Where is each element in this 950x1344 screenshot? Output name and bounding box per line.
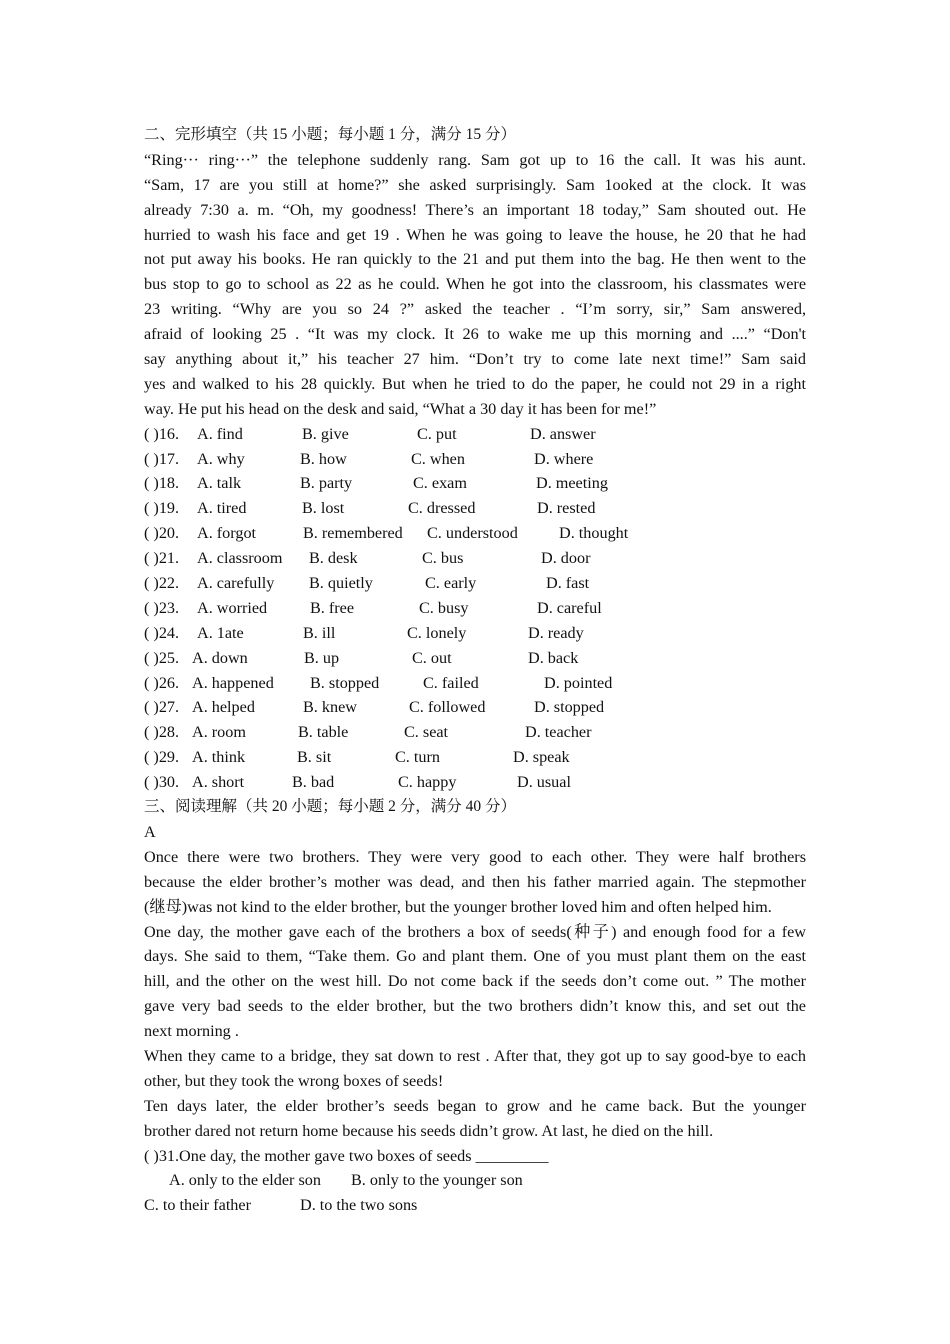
question-number: ( )25. — [144, 648, 180, 667]
question-number: ( )17. — [144, 449, 180, 468]
question-row — [144, 770, 806, 795]
option-d: D. meeting — [536, 474, 608, 493]
question-number: ( )30. — [144, 773, 180, 792]
option-c: C. lonely — [407, 623, 467, 642]
question-row — [144, 447, 806, 472]
question-options-row — [144, 1193, 806, 1218]
cloze-passage — [144, 148, 806, 422]
question-row — [144, 422, 806, 447]
passage-line: 23 writing. “Why are you so 24 ?” asked the teacher . “I’m sorry, sir,” Sam answered, — [144, 300, 806, 319]
option-b: B. sit — [297, 748, 332, 767]
question-row — [144, 621, 806, 646]
question-number: ( )16. — [144, 424, 180, 443]
option-d: D. rested — [537, 499, 596, 518]
option-c: C. out — [412, 648, 452, 667]
passage-line: One day, the mother gave each of the brothers a box of seeds(种子) and enough food for a few — [144, 922, 806, 941]
question-stem: ( )31.One day, the mother gave two boxes of seeds _________ — [144, 1146, 549, 1165]
option-a: A. forgot — [197, 524, 257, 543]
option-b: B. table — [298, 723, 349, 742]
option-d: D. stopped — [534, 698, 605, 717]
passage-line: brother dared not return home because his seeds didn’t grow. At last, he died on the hill. — [144, 1121, 714, 1140]
option-a: A. worried — [197, 598, 268, 617]
question-row — [144, 646, 806, 671]
option-b: B. knew — [303, 698, 357, 717]
option-b: B. quietly — [309, 574, 373, 593]
passage-line: say anything about it,” his teacher 27 him. “Don’t try to come late next time!” Sam said — [144, 350, 806, 369]
option-d: D. careful — [537, 598, 602, 617]
passage-line: bus stop to go to school as 22 as he could. When he got into the classroom, his classmates were — [144, 275, 806, 294]
option-a: A. only to the elder son — [169, 1171, 321, 1190]
passage-label: A — [144, 822, 156, 841]
option-a: A. why — [197, 449, 245, 468]
passage-line: already 7:30 a. m. “Oh, my goodness! There’s an important 18 today,” Sam shouted out. He — [144, 200, 806, 219]
option-b: B. free — [310, 598, 355, 617]
question-row — [144, 546, 806, 571]
passage-line: gave very bad seeds to the elder brother, but the two brothers didn’t know this, and set out the — [144, 997, 806, 1016]
passage-line: hurried to wash his face and get 19 . When he was going to leave the house, he 20 that he had — [144, 225, 806, 244]
option-c: C. busy — [419, 598, 469, 617]
option-d: D. speak — [513, 748, 570, 767]
passage-line: days. She said to them, “Take them. Go and plant them. One of you must plant them on the east — [144, 947, 806, 966]
section-heading-cloze: 二、完形填空（共 15 小题；每小题 1 分，满分 15 分） — [144, 126, 517, 143]
question-row — [144, 496, 806, 521]
option-a: A. room — [192, 723, 246, 742]
passage-line: yes and walked to his 28 quickly. But when he tried to do the paper, he could not 29 in a right — [144, 374, 806, 393]
option-b: B. remembered — [303, 524, 403, 543]
passage-line: next morning . — [144, 1022, 239, 1041]
passage-line: other, but they took the wrong boxes of seeds! — [144, 1071, 444, 1090]
question-number: ( )24. — [144, 623, 180, 642]
option-d: D. thought — [559, 524, 629, 543]
question-row — [144, 571, 806, 596]
question-number: ( )27. — [144, 698, 180, 717]
question-number: ( )19. — [144, 499, 180, 518]
option-a: A. short — [192, 773, 245, 792]
option-a: A. find — [197, 424, 243, 443]
passage-line: hill, and the other on the west hill. Do not come back if the seeds don’t come out. ” The mother — [144, 972, 806, 991]
option-c: C. failed — [423, 673, 479, 692]
option-a: A. classroom — [197, 549, 283, 568]
option-b: B. party — [300, 474, 353, 493]
question-number: ( )21. — [144, 549, 180, 568]
option-b: B. only to the younger son — [351, 1171, 523, 1190]
cloze-questions — [144, 422, 806, 795]
passage-line: afraid of looking 25 . “It was my clock. It 26 to wake me up this morning and ....” “Don't — [144, 325, 806, 344]
option-c: C. followed — [409, 698, 486, 717]
passage-line: (继母)was not kind to the elder brother, but the younger brother loved him and often helped him. — [144, 897, 772, 916]
option-d: D. door — [541, 549, 591, 568]
option-d: D. fast — [546, 574, 590, 593]
option-d: D. back — [528, 648, 579, 667]
option-b: B. lost — [302, 499, 345, 518]
passage-line: way. He put his head on the desk and said, “What a 30 day it has been for me!” — [144, 399, 657, 418]
question-number: ( )22. — [144, 574, 180, 593]
question-number: ( )20. — [144, 524, 180, 543]
option-a: A. think — [192, 748, 246, 767]
option-c: C. put — [417, 424, 457, 443]
option-b: B. bad — [292, 773, 335, 792]
passage-line: When they came to a bridge, they sat down to rest . After that, they got up to say good-bye to each — [144, 1046, 806, 1065]
question-options-row — [144, 1168, 806, 1193]
option-c: C. bus — [422, 549, 464, 568]
question-row — [144, 521, 806, 546]
option-c: C. exam — [413, 474, 467, 493]
question-number: ( )26. — [144, 673, 180, 692]
question-row — [144, 745, 806, 770]
option-c: C. happy — [398, 773, 457, 792]
question-row — [144, 720, 806, 745]
option-b: B. how — [300, 449, 347, 468]
option-b: B. give — [302, 424, 349, 443]
option-a: A. down — [192, 648, 248, 667]
question-row — [144, 471, 806, 496]
option-a: A. helped — [192, 698, 255, 717]
option-d: D. pointed — [544, 673, 613, 692]
option-d: D. where — [534, 449, 594, 468]
option-d: D. answer — [530, 424, 596, 443]
question-row — [144, 695, 806, 720]
passage-line: Ten days later, the elder brother’s seeds began to grow and he came back. But the younger — [144, 1096, 806, 1115]
option-c: C. understood — [427, 524, 518, 543]
passage-line: Once there were two brothers. They were very good to each other. They were half brothers — [144, 847, 806, 866]
option-c: C. early — [425, 574, 477, 593]
passage-line: “Sam, 17 are you still at home?” she asked surprisingly. Sam 1ooked at the clock. It was — [144, 175, 806, 194]
option-d: D. ready — [528, 623, 584, 642]
option-b: B. ill — [303, 623, 336, 642]
question-31 — [144, 1144, 806, 1219]
option-a: A. carefully — [197, 574, 275, 593]
question-row — [144, 671, 806, 696]
passage-line: “Ring··· ring···” the telephone suddenly rang. Sam got up to 16 the call. It was his aunt. — [144, 150, 806, 169]
option-d: D. to the two sons — [300, 1196, 418, 1215]
question-number: ( )28. — [144, 723, 180, 742]
option-a: A. tired — [197, 499, 247, 518]
option-a: A. 1ate — [197, 623, 244, 642]
option-a: A. happened — [192, 673, 274, 692]
section-heading-reading: 三、阅读理解（共 20 小题；每小题 2 分，满分 40 分） — [144, 798, 517, 816]
option-c: C. turn — [395, 748, 440, 767]
option-b: B. desk — [309, 549, 358, 568]
question-number: ( )18. — [144, 474, 180, 493]
option-c: C. dressed — [408, 499, 476, 518]
question-number: ( )29. — [144, 748, 180, 767]
question-row — [144, 596, 806, 621]
option-c: C. seat — [404, 723, 449, 742]
option-c: C. to their father — [144, 1196, 251, 1215]
option-d: D. teacher — [525, 723, 592, 742]
passage-line: not put away his books. He ran quickly to the 21 and put them into the bag. He then went to the — [144, 250, 806, 269]
question-number: ( )23. — [144, 598, 180, 617]
option-b: B. stopped — [310, 673, 380, 692]
passage-line: because the elder brother’s mother was dead, and then his father married again. The stepmother — [144, 872, 806, 891]
option-c: C. when — [411, 449, 465, 468]
option-a: A. talk — [197, 474, 242, 493]
document-content — [144, 123, 806, 1218]
option-b: B. up — [304, 648, 340, 667]
option-d: D. usual — [517, 773, 571, 792]
reading-passage — [144, 845, 806, 1144]
